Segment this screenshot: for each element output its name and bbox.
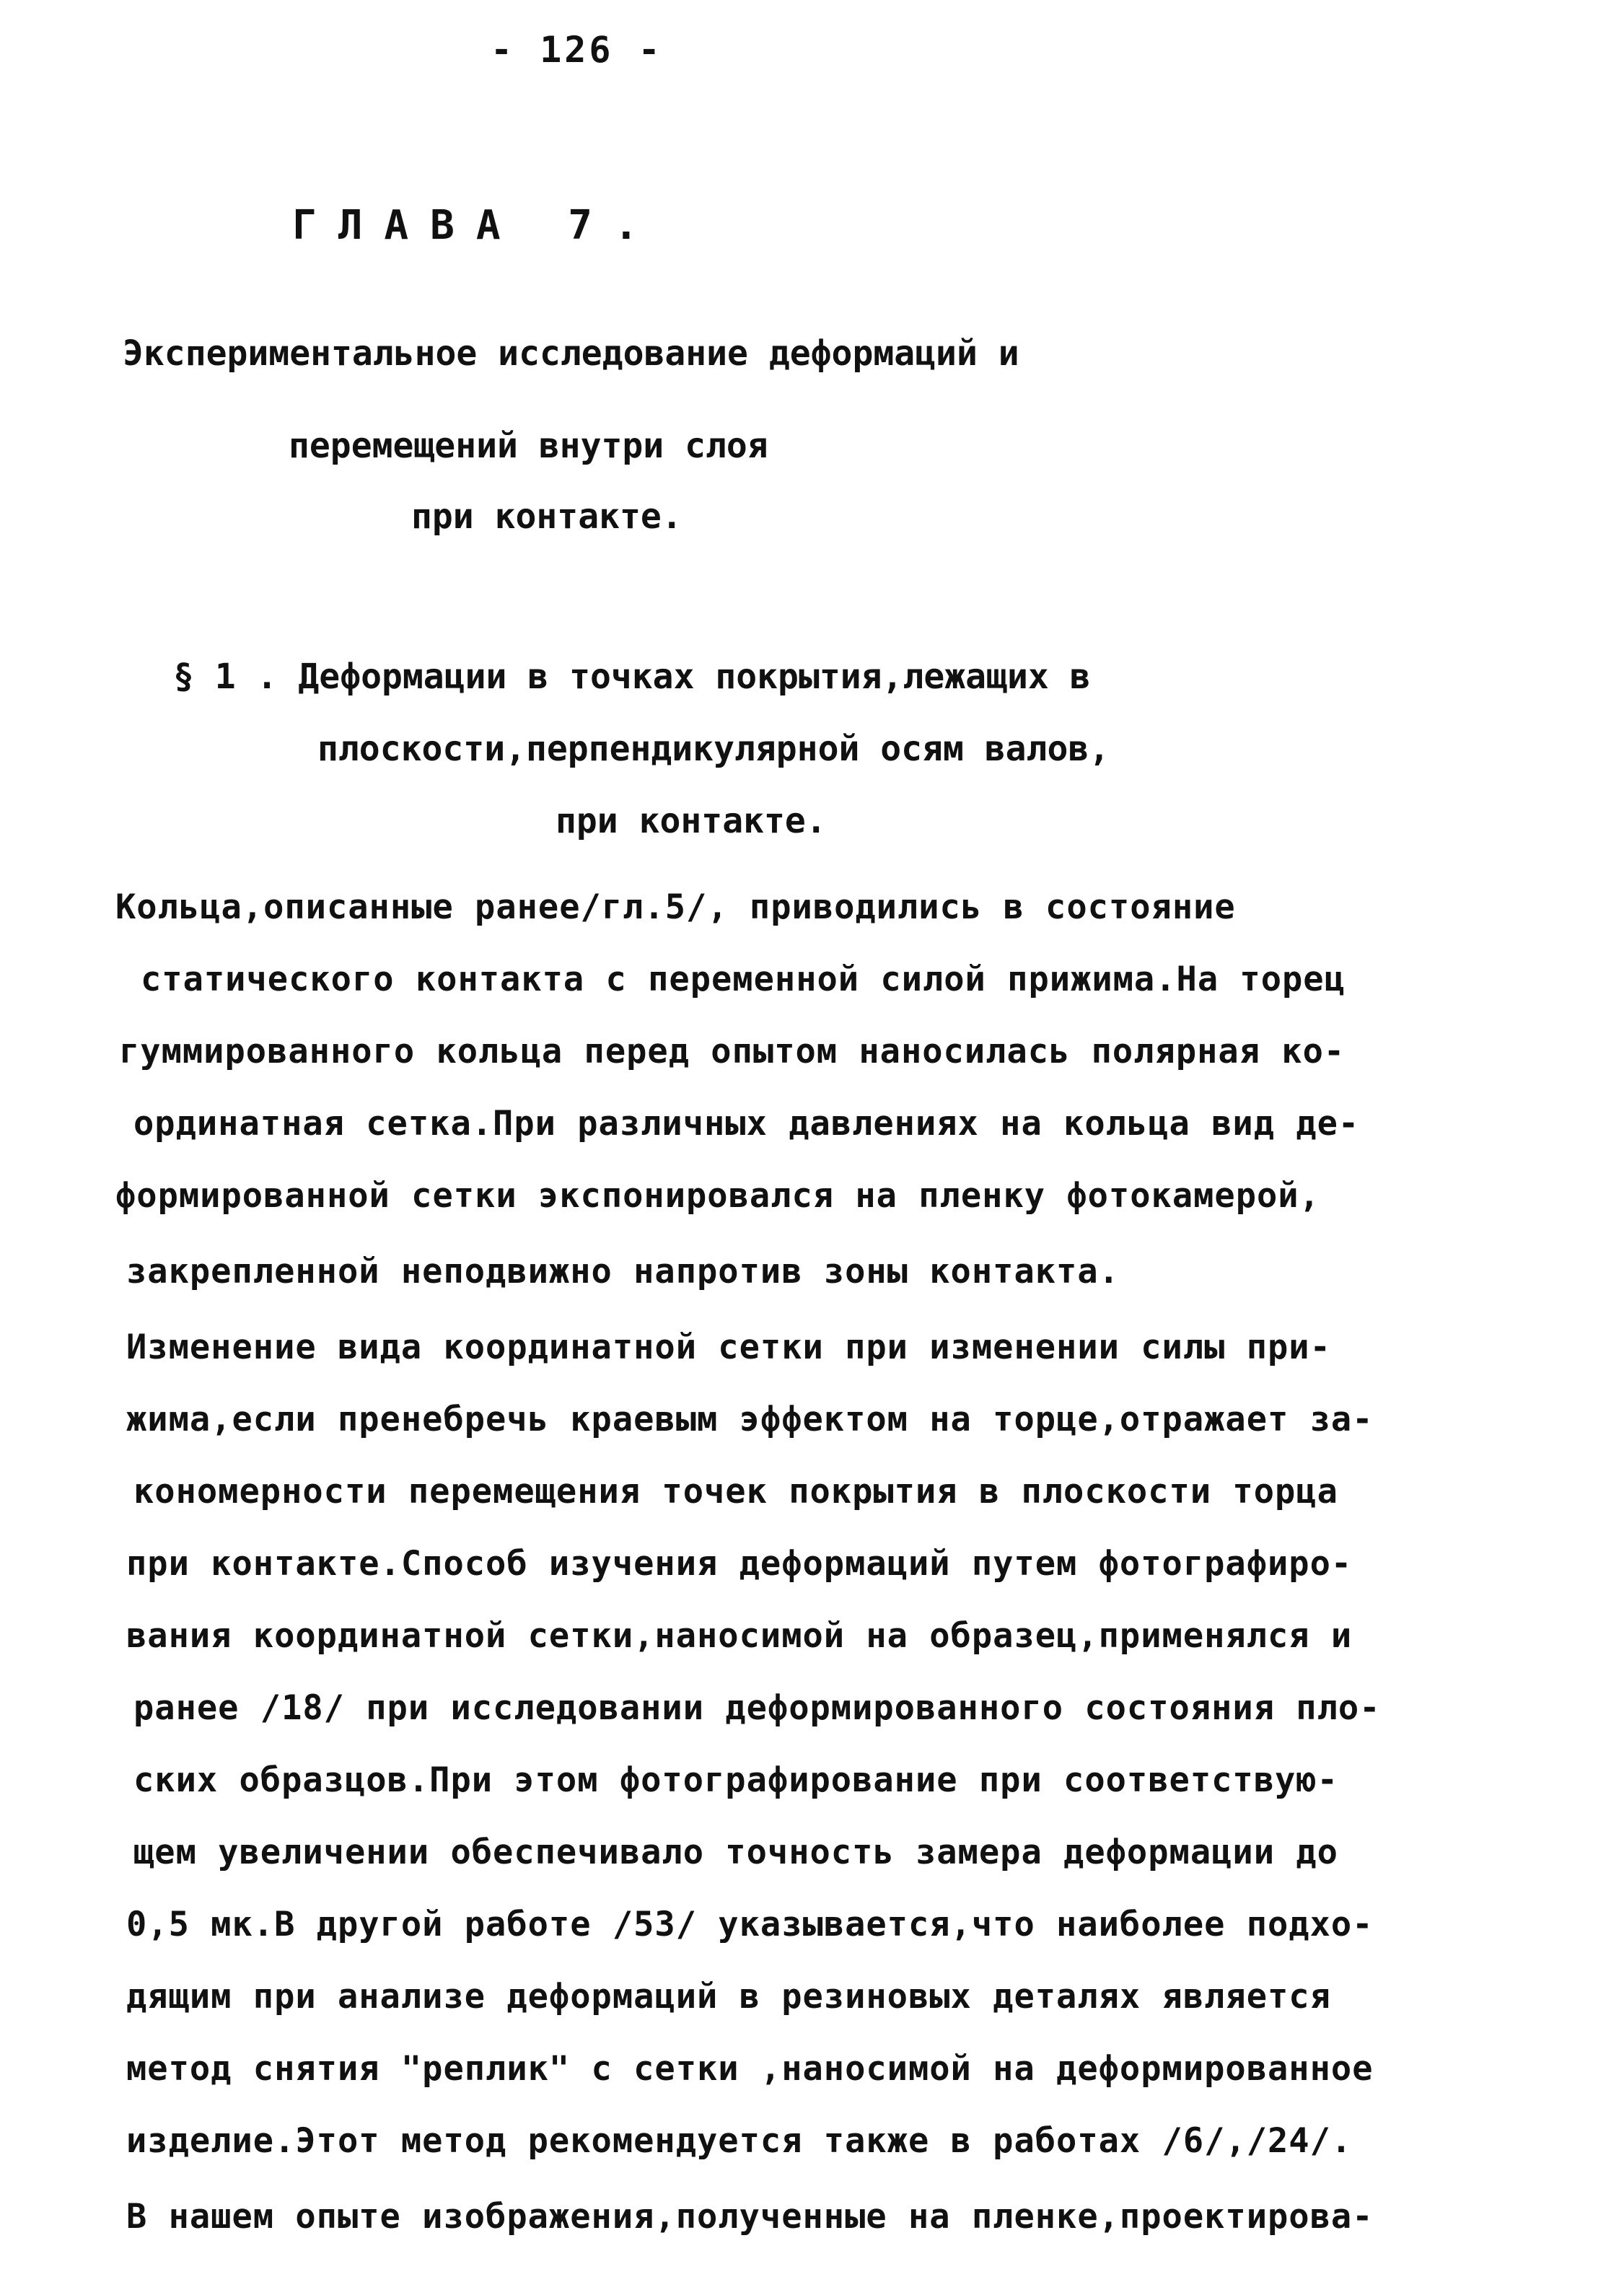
body-line-8: жима,если пренебречь краевым эффектом на торце,отражает за- xyxy=(126,1400,1374,1439)
body-line-18: изделие.Этот метод рекомендуется также в работах /6/,/24/. xyxy=(126,2121,1353,2161)
body-line-13: ских образцов.При этом фотографирование при соответствую- xyxy=(133,1760,1338,1800)
section-heading-line-3: при контакте. xyxy=(556,801,827,841)
body-line-16: дящим при анализе деформаций в резиновых деталях является xyxy=(126,1977,1331,2017)
chapter-title-line-1: Экспериментальное исследование деформаций и xyxy=(123,333,1019,374)
body-line-17: метод снятия "реплик" с сетки ,наносимой на деформированное xyxy=(126,2049,1374,2089)
chapter-title-line-2: перемещений внутри слоя xyxy=(289,426,768,466)
body-line-6: закрепленной неподвижно напротив зоны контакта. xyxy=(126,1252,1120,1291)
section-heading-line-1: § 1 . Деформации в точках покрытия,лежащих в xyxy=(173,657,1091,697)
page-number: - 126 - xyxy=(491,29,663,71)
body-line-14: щем увеличении обеспечивало точность замера деформации до xyxy=(133,1833,1338,1872)
body-line-11: вания координатной сетки,наносимой на образец,применялся и xyxy=(126,1616,1353,1656)
body-line-4: ординатная сетка.При различных давлениях на кольца вид де- xyxy=(133,1104,1360,1144)
body-line-7: Изменение вида координатной сетки при изменении силы при- xyxy=(126,1328,1331,1367)
body-line-3: гуммированного кольца перед опытом наносилась полярная ко- xyxy=(119,1032,1346,1071)
body-line-9: кономерности перемещения точек покрытия в плоскости торца xyxy=(133,1472,1338,1511)
body-line-19: В нашем опыте изображения,полученные на пленке,проектирова- xyxy=(126,2197,1374,2237)
body-line-1: Кольца,описанные ранее/гл.5/, приводились в состояние xyxy=(115,887,1236,927)
chapter-heading: ГЛАВА 7. xyxy=(292,202,660,249)
body-line-10: при контакте.Способ изучения деформаций путем фотографиро- xyxy=(126,1544,1353,1584)
section-heading-line-2: плоскости,перпендикулярной осям валов, xyxy=(317,729,1110,769)
body-line-5: формированной сетки экспонировался на пленку фотокамерой, xyxy=(115,1176,1320,1216)
body-line-15: 0,5 мк.В другой работе /53/ указывается,что наиболее подхо- xyxy=(126,1905,1374,1944)
body-line-12: ранее /18/ при исследовании деформированного состояния пло- xyxy=(133,1688,1381,1728)
chapter-title-line-3: при контакте. xyxy=(411,496,682,537)
body-line-2: статического контакта с переменной силой прижима.На торец xyxy=(141,960,1346,999)
